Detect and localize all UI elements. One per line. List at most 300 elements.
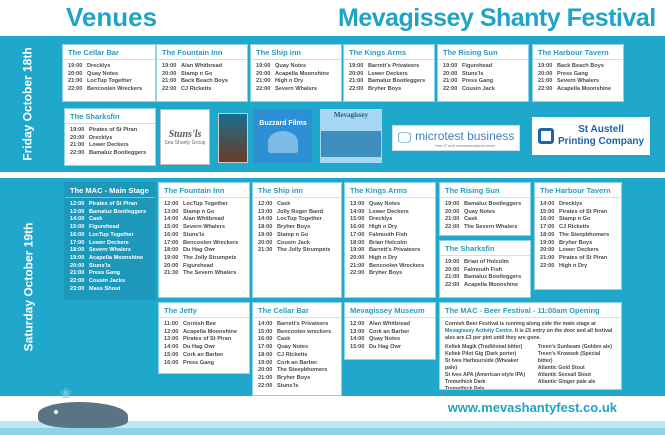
schedule-rows [159,318,249,367]
set-time: 20:00 [70,262,85,269]
set-time: 19:00 [258,231,273,238]
act-name: Barrett's Privateers [369,247,421,254]
schedule-row [70,255,150,263]
act-name: Bamaluz Bootleggers [89,208,147,215]
set-time: 18:00 [540,231,555,238]
schedule-rows [535,198,621,270]
schedule-row [70,286,150,294]
act-name: Quay Notes [464,208,496,215]
buzzard-films-logo: Buzzard Films [254,109,312,163]
set-time: 21:00 [538,78,553,85]
act-name: The Steepbhomers [559,231,610,238]
set-time: 19:00 [162,63,177,69]
schedule-row [349,63,429,71]
venue-fri-kings-arms [343,44,435,102]
act-name: Pirates of St Piran [89,127,138,133]
act-name: Stuns'ls [462,70,484,77]
schedule-row [258,375,336,383]
act-name: CJ Ricketts [559,224,590,231]
schedule-row [540,224,616,232]
venue-sat-fountain-inn [158,182,250,298]
act-name: Alan Whitbread [369,321,411,327]
bird-icon [268,131,298,153]
schedule-row [350,329,430,337]
act-name: Figurehead [89,224,120,231]
set-time: 22:00 [68,86,83,93]
beer-festival-intro: Cornish Beer Festival is running along side the main stage at Mevagissey Activity Centre. It is £5 entry on the door and all festival ales are £3 per pint until they are gone. [445,321,613,341]
schedule-row [350,270,430,278]
venue-sat-ship-inn [252,182,342,298]
venue-fri-rising-sun [437,44,529,102]
set-time: 22:00 [70,278,85,285]
schedule-row [258,201,336,209]
venue-title: The Ship inn [251,45,341,60]
act-name: Bryher Boys [559,239,593,246]
schedule-row [258,367,336,375]
schedule-row [256,63,336,71]
set-time: 21:00 [445,216,460,223]
schedule-row [445,267,525,275]
venue-title: The Ship inn [253,183,341,198]
schedule-row [540,209,616,217]
act-name: Quay Notes [369,201,401,207]
set-time: 20:00 [258,239,273,246]
set-time: 21:00 [68,78,83,85]
venue-title: The Rising Sun [440,183,530,198]
act-name: Severn Whalers [557,78,599,85]
venue-title: The Sharksfin [440,241,530,256]
set-time: 20:00 [162,70,177,77]
beer-item: St Ives APA (American-style IPA) [445,372,526,378]
venue-title: The Rising Sun [438,45,528,60]
act-name: Lower Deckers [369,208,409,215]
beer-item: Tremethick Pale [445,386,485,390]
mevagissey-photo: Mevagissey [320,109,382,163]
schedule-row [70,150,150,158]
set-time: 17:00 [540,224,555,231]
set-time: 21:30 [258,247,273,254]
set-time: 15:00 [350,216,365,223]
schedule-row [350,263,430,271]
set-time: 13:00 [350,328,365,335]
set-time: 18:00 [70,247,85,254]
schedule-rows [533,60,623,94]
schedule-row [70,201,150,209]
act-name: Pirates of St Piran [559,208,608,215]
microtest-logo: 🖵 microtest business Your IT and communications team [392,125,520,151]
act-name: Du Hag Owr [183,247,216,254]
set-time: 15:00 [540,208,555,215]
venue-title: The Sharksfin [65,109,155,124]
schedule-rows [345,318,435,352]
schedule-row [164,321,244,329]
schedule-row [258,224,336,232]
schedule-row [445,216,525,224]
act-name: Stamp n Go [559,216,591,223]
set-time: 20:00 [256,70,271,77]
act-name: LocTup Together [277,216,322,223]
act-name: Bryher Boys [368,86,402,93]
venue-sat-museum [344,302,436,360]
set-time: 20:00 [540,247,555,254]
set-time: 13:00 [164,208,179,215]
act-name: Cask [277,201,291,207]
set-time: 15:00 [350,344,365,351]
set-time: 21:00 [540,254,555,261]
schedule-rows [438,60,528,94]
act-name: Severn Whalers [275,86,317,93]
schedule-row [164,263,244,271]
venue-title: The Jetty [159,303,249,318]
schedule-row [540,255,616,263]
act-name: Stuns'ls [277,382,299,389]
schedule-row [164,216,244,224]
set-time: 22:00 [445,282,460,289]
act-name: Acapella Moonshine [183,328,238,335]
act-name: Pirates of St Piran [183,336,232,343]
venue-sat-jetty [158,302,250,374]
schedule-row [540,240,616,248]
act-name: Bamaluz Bootleggers [464,274,522,281]
set-time: 19:00 [256,63,271,69]
set-time: 22:00 [540,262,555,269]
act-name: Alan Whitbread [181,63,223,69]
schedule-row [68,71,150,79]
schedule-row [538,78,618,86]
act-name: Acapella Moonshine [464,282,519,289]
beer-item: Keltek Pilot Gig (Dark porter) [445,351,517,357]
act-name: Pirates of St Piran [559,254,608,261]
act-name: Stamp n Go [181,70,213,77]
schedule-row [538,63,618,71]
set-time: 20:00 [258,367,273,374]
schedule-row [70,263,150,271]
set-time: 19:00 [70,127,85,133]
set-time: 18:00 [350,239,365,246]
schedule-row [256,78,336,86]
set-time: 13:00 [164,336,179,343]
set-time: 17:00 [350,231,365,238]
set-time: 15:00 [70,224,85,231]
act-name: Drecklys [559,201,583,207]
set-time: 15:00 [164,224,179,231]
schedule-row [538,86,618,94]
act-name: Cork an Barber [183,351,224,358]
schedule-rows [65,198,155,293]
schedule-row [164,329,244,337]
venue-title: The Cellar Bar [253,303,341,318]
schedule-row [70,216,150,224]
set-time: 14:00 [70,216,85,223]
schedule-row [70,278,150,286]
act-name: Figurehead [462,63,493,69]
act-name: Acapella Moonshine [557,86,612,93]
act-name: CJ Ricketts [277,351,308,358]
venue-title: The Fountain Inn [159,183,249,198]
venue-fri-fountain-inn [156,44,248,102]
schedule-row [68,78,150,86]
printing-mark-icon [538,128,554,144]
act-name: Bamaluz Bootleggers [464,201,522,207]
act-name: Drecklys [369,216,393,223]
beer-list [445,344,616,390]
schedule-row [350,232,430,240]
schedule-row [258,216,336,224]
venue-sat-cellar-bar [252,302,342,396]
act-name: High n Dry [559,262,588,269]
schedule-row [445,209,525,217]
set-time: 18:00 [258,224,273,231]
sponsor-logos [160,109,654,165]
set-time: 20:00 [349,70,364,77]
schedule-row [164,201,244,209]
act-name: Severn Whalers [183,224,225,231]
schedule-row [349,78,429,86]
schedule-row [70,247,150,255]
venue-sat-mac-main-stage [64,182,156,300]
set-time: 19:00 [68,63,83,69]
schedule-row [70,135,150,143]
set-time: 20:00 [445,208,460,215]
act-name: Acapella Moonshine [275,70,330,77]
schedule-row [445,224,525,232]
saturday-label: Saturday October 19th [21,222,36,352]
set-time: 12:00 [70,201,85,207]
set-time: 14:00 [350,336,365,343]
act-name: Cousin Jacks [89,278,126,285]
act-name: Brian Holcolm [369,239,407,246]
act-name: Back Beach Boys [557,63,604,69]
set-time: 14:00 [164,216,179,223]
schedule-row [350,255,430,263]
schedule-rows [157,60,247,94]
schedule-row [164,344,244,352]
act-name: Bencoolen Wreckers [87,86,143,93]
beer-item: Keltek Magik (Traditional bitter) [445,344,523,350]
schedule-row [350,240,430,248]
schedule-row [258,360,336,368]
act-name: Press Gang [557,70,589,77]
act-name: Alan Whitbread [183,216,225,223]
act-name: Stamp n Go [183,208,215,215]
act-name: Bencoolen Wreckers [183,239,239,246]
act-name: Bencoolen Wreckers [369,262,425,269]
schedule-row [258,209,336,217]
whale-eye-icon [54,410,58,414]
schedule-row [256,86,336,94]
act-name: Severn Whalers [89,247,131,254]
schedule-row [538,71,618,79]
schedule-rows [251,60,341,94]
act-name: Bencoolen wreckers [277,328,332,335]
venue-title: Mevagissey Museum [345,303,435,318]
beer-item: Atlantic Ginger pale ale [537,379,596,385]
schedule-row [540,247,616,255]
venue-title: The MAC - Main Stage [65,183,155,198]
act-name: Drecklys [87,63,111,69]
act-name: Jolly Roger Band [277,208,324,215]
set-time: 22:00 [538,86,553,93]
venue-sat-rising-sun [439,182,531,236]
schedule-row [540,201,616,209]
act-name: Lower Deckers [368,70,408,77]
beer-list-left [445,344,532,390]
venue-sat-kings-arms [344,182,436,298]
act-name: Cork an Barber [277,359,318,366]
set-time: 21:00 [256,78,271,85]
schedule-row [258,336,336,344]
st-austell-printing-logo: St Austell Printing Company [532,117,650,155]
set-time: 19:00 [349,63,364,69]
schedule-rows [253,198,341,255]
set-time: 19:00 [538,63,553,69]
act-name: Lower Deckers [559,247,599,254]
set-time: 19:00 [445,201,460,207]
act-name: Cornish Bee [183,321,216,327]
act-name: Du Hag Owr [369,344,402,351]
venue-title: The Harbour Tavern [535,183,621,198]
act-name: Barrett's Privateers [277,321,329,327]
act-name: Press Gang [89,270,121,277]
set-time: 19:00 [443,63,458,69]
set-time: 22:00 [443,86,458,93]
set-time: 16:00 [540,216,555,223]
set-time: 20:00 [164,262,179,269]
set-time: 17:00 [70,239,85,246]
schedule-row [164,232,244,240]
act-name: The Jolly Strumpets [183,254,237,261]
set-time: 22:00 [350,270,365,277]
schedule-row [349,86,429,94]
set-time: 14:00 [164,344,179,351]
act-name: High n Dry [369,254,398,261]
act-name: LocTup Together [183,201,228,207]
schedule-row [350,209,430,217]
sea-icon [321,131,381,157]
act-name: Quay Notes [277,344,309,351]
schedule-row [70,224,150,232]
set-time: 20:00 [445,266,460,273]
schedule-row [258,344,336,352]
act-name: Barrett's Privateers [368,63,420,69]
act-name: Bryher Boys [277,224,311,231]
beer-item: Tremethick Dark [445,379,486,385]
act-name: Cask [464,216,478,223]
act-name: CJ Ricketts [181,86,212,93]
act-name: Bamaluz Bootleggers [368,78,426,85]
sea-wave-dark [0,428,665,435]
set-time: 22:00 [258,382,273,389]
schedule-row [70,232,150,240]
act-name: Stamp n Go [277,231,309,238]
set-time: 16:00 [70,231,85,238]
band-photo [218,113,248,163]
schedule-row [540,263,616,271]
schedule-row [258,329,336,337]
act-name: Cousin Jack [277,239,310,246]
set-time: 15:00 [258,328,273,335]
schedule-row [164,247,244,255]
schedule-row [164,240,244,248]
set-time: 22:00 [162,86,177,93]
schedule-row [350,224,430,232]
schedule-rows [63,60,155,94]
set-time: 12:00 [164,201,179,207]
set-time: 16:00 [164,359,179,366]
set-time: 21:00 [445,274,460,281]
schedule-row [164,270,244,278]
act-name: Drecklys [89,134,113,141]
schedule-rows [253,318,341,390]
stuns-logo: Stuns'ls Sea Shanty Group [160,109,210,165]
schedule-row [70,209,150,217]
venue-title: The Kings Arms [345,183,435,198]
act-name: Press Gang [462,78,494,85]
schedule-row [162,63,242,71]
act-name: Figurehead [183,262,214,269]
set-time: 19:00 [70,254,85,261]
schedule-row [258,321,336,329]
schedule-row [258,247,336,255]
set-time: 18:00 [258,351,273,358]
act-name: Acapella Moonshine [89,254,144,261]
act-name: Cousin Jack [462,86,495,93]
set-time: 22:00 [70,150,85,157]
act-name: Mass Shout [89,285,121,292]
whale-icon [38,402,128,428]
venue-title: The Harbour Tavern [533,45,623,60]
schedule-rows [159,198,249,278]
act-name: High n Dry [369,224,398,231]
venue-title: The Fountain Inn [157,45,247,60]
set-time: 19:00 [164,254,179,261]
schedule-row [164,255,244,263]
set-time: 14:00 [258,321,273,327]
schedule-row [540,216,616,224]
venue-sat-beer-festival [439,302,622,390]
venue-sat-harbour-tavern [534,182,622,290]
venue-fri-cellar-bar [62,44,156,102]
beer-item: Atlantic Sessail Stout [537,372,591,378]
schedule-row [350,247,430,255]
venue-fri-harbour-tavern [532,44,624,102]
schedule-row [258,383,336,391]
venue-title: The MAC - Beer Festival - 11:00am Opening [440,303,621,318]
venue-title: The Cellar Bar [63,45,155,60]
act-name: The Jolly Strumpets [277,247,331,254]
act-name: LocTup Together [87,78,132,85]
venues-title: Venues [66,2,158,32]
set-time: 20:00 [443,70,458,77]
set-time: 19:00 [350,247,365,254]
schedule-row [258,232,336,240]
act-name: The Severn Whalers [464,224,518,231]
schedule-row [256,71,336,79]
schedule-row [540,232,616,240]
schedule-row [445,274,525,282]
schedule-row [258,352,336,360]
schedule-row [443,86,523,94]
set-time: 12:00 [164,328,179,335]
schedule-row [70,127,150,135]
schedule-row [258,240,336,248]
schedule-row [350,201,430,209]
website-link[interactable]: www.mevashantyfest.co.uk [447,400,617,415]
set-time: 16:00 [350,224,365,231]
beer-item: Treen's Sunbeam (Golden ale) [537,344,612,350]
friday-label: Friday October 18th [21,47,35,161]
beer-festival-body [440,318,621,390]
